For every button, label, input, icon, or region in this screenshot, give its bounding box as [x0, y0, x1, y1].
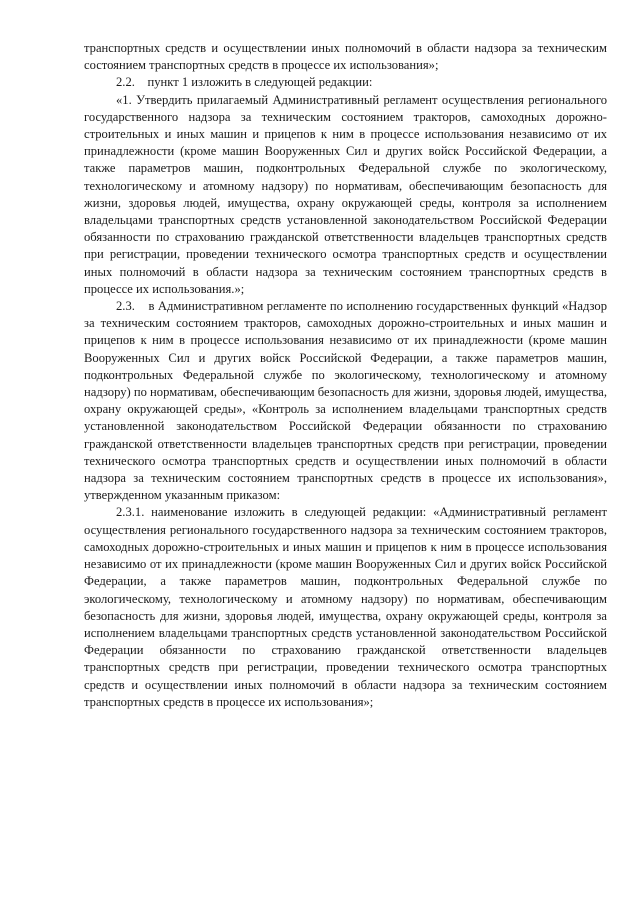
- paragraph-quoted-point-1: «1. Утвердить прилагаемый Административный регламент осуществления регионального государственного надзора за техническим состоянием тракторов, самоходных дорожно-строительных и иных машин и прицепов к ним в процессе использования независимо от их принадлежности (кроме машин Вооруженных Сил и других войск Российской Федерации, а также параметров машин, подконтрольных Федеральной службе по экологическому, технологическому и атомному надзору) по нормативам, обеспечивающим безопасность для жизни, здоровья людей, имущества, охрану окружающей среды, контроля за исполнением владельцами транспортных средств установленной законодательством Российской Федерации обязанности по страхованию гражданской ответственности владельцев транспортных средств при регистрации, проведении технического осмотра транспортных средств и осуществлении иных полномочий в области надзора за техническим состоянием транспортных средств в процессе их использования.»;: [84, 92, 607, 296]
- paragraph-continuation: транспортных средств и осуществлении иных полномочий в области надзора за техническим состоянием транспортных средств в процессе их использования»;: [84, 41, 607, 73]
- paragraph-2-3: 2.3. в Административном регламенте по исполнению государственных функций «Надзор за техническим состоянием тракторов, самоходных дорожно-строительных и иных машин и прицепов к ним в процессе использования независимо от их принадлежности (кроме машин Вооруженных Сил и других войск Российской Федерации, а также параметров машин, подконтрольных Федеральной службе по экологическому, технологическому и атомному надзору) по нормативам, обеспечивающим безопасность для жизни, здоровья людей, имущества, охрану окружающей среды», «Контроль за исполнением владельцами транспортных средств установленной законодательством Российской Федерации обязанности по страхованию гражданской ответственности владельцев транспортных средств при регистрации, проведении технического осмотра транспортных средств и осуществлении иных полномочий в области надзора за техническим состоянием транспортных средств в процессе их использования», утвержденном указанным приказом:: [84, 299, 611, 503]
- paragraph-2-2: 2.2. пункт 1 изложить в следующей редакции:: [116, 75, 373, 90]
- document-page: [84, 40, 611, 711]
- paragraph-2-3-1: 2.3.1. наименование изложить в следующей редакции: «Административный регламент осуществления регионального государственного надзора за техническим состоянием тракторов, самоходных дорожно-строительных и иных машин и прицепов к ним в процессе использования независимо от их принадлежности (кроме машин Вооруженных Сил и других войск Российской Федерации, а также параметров машин, подконтрольных Федеральной службе по экологическому, технологическому и атомному надзору) по нормативам, обеспечивающим безопасность для жизни, здоровья людей, имущества, охрану окружающей среды, контроля за исполнением владельцами транспортных средств установленной законодательством Российской Федерации обязанности по страхованию гражданской ответственности владельцев транспортных средств при регистрации, проведении технического осмотра транспортных средств и осуществлении иных полномочий в области надзора за техническим состоянием транспортных средств в процессе их использования»;: [84, 505, 607, 709]
